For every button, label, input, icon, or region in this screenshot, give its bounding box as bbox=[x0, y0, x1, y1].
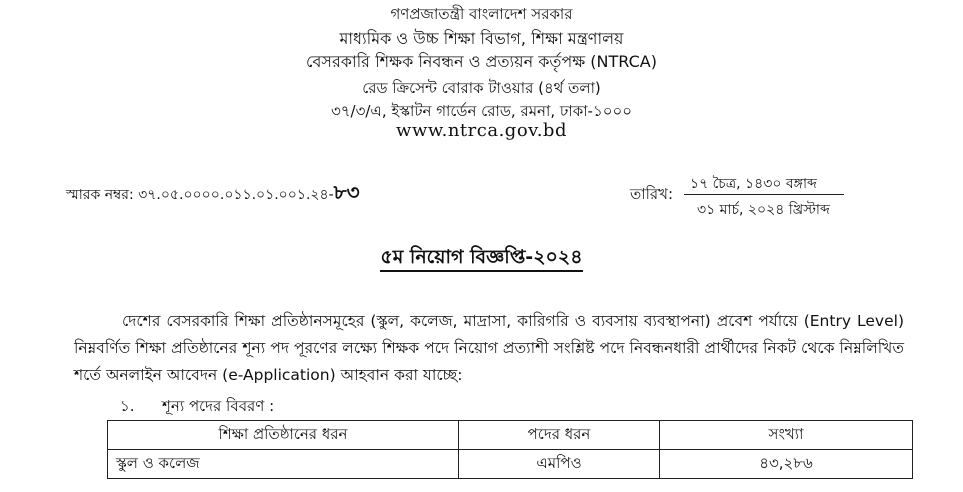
table-header-post-type: পদের ধরন bbox=[459, 421, 660, 450]
date-divider bbox=[684, 194, 844, 195]
header-address: ৩৭/৩/এ, ইস্কাটন গার্ডেন রোড, রমনা, ঢাকা-১০০০ bbox=[331, 102, 632, 120]
header-authority: বেসরকারি শিক্ষক নিবন্ধন ও প্রত্যয়ন কর্তৃপক্ষ (NTRCA) bbox=[306, 52, 657, 71]
table-cell-count: ৪৩,২৮৬ bbox=[660, 450, 913, 479]
date-label: তারিখ: bbox=[630, 185, 674, 203]
table-header-count: সংখ্যা bbox=[660, 421, 913, 450]
paragraph-text: দেশের বেসরকারি শিক্ষা প্রতিষ্ঠানসমূহের (স্কুল, কলেজ, মাদ্রাসা, কারিগরি ও ব্যবসায় ব্যবস্থাপনা) প্রবেশ পর্যায়ে (Entry Level) নিম্নবর্ণিত শিক্ষা প্রতিষ্ঠানের শূন্য পদ পূরণের লক্ষ্যে শিক্ষক পদে নিয়োগ প্রত্যাশী সংশ্লিষ্ট পদে নিবন্ধনধারী প্রার্থীদের নিকট থেকে নিম্নলিখিত শর্তে অনলাইন আবেদন (e-Application) আহবান করা যাচ্ছে: bbox=[74, 312, 904, 384]
table-cell-post-type: এমপিও bbox=[459, 450, 660, 479]
notice-title-text: ৫ম নিয়োগ বিজ্ঞপ্তি-২০২৪ bbox=[380, 246, 582, 272]
table-cell-institution-type: স্কুল ও কলেজ bbox=[108, 450, 459, 479]
notice-title bbox=[0, 243, 963, 275]
header-government: গণপ্রজাতন্ত্রী বাংলাদেশ সরকার bbox=[390, 5, 573, 23]
table-header-institution-type: শিক্ষা প্রতিষ্ঠানের ধরন bbox=[108, 421, 459, 450]
notice-paragraph bbox=[74, 308, 904, 389]
table-row bbox=[108, 450, 913, 479]
memo-number bbox=[66, 178, 360, 211]
item-label: শূন্য পদের বিবরণ : bbox=[162, 397, 275, 415]
item-number: ১. bbox=[120, 397, 135, 415]
memo-handwritten-number: ৮৩ bbox=[333, 180, 360, 204]
vacancy-table bbox=[107, 420, 913, 479]
header-building: রেড ক্রিসেন্ট বোরাক টাওয়ার (৪র্থ তলা) bbox=[362, 79, 601, 97]
header-website[interactable]: www.ntrca.gov.bd bbox=[396, 120, 567, 141]
memo-prefix: স্মারক নম্বর: ৩৭.০৫.০০০০.০১১.০১.০০১.২৪- bbox=[66, 187, 334, 203]
header-ministry: মাধ্যমিক ও উচ্চ শিক্ষা বিভাগ, শিক্ষা মন্ত্রণালয় bbox=[339, 29, 624, 48]
date-bangla: ১৭ চৈত্র, ১৪৩০ বঙ্গাব্দ bbox=[690, 176, 817, 192]
table-header-row bbox=[108, 421, 913, 450]
date-gregorian: ৩১ মার্চ, ২০২৪ খ্রিস্টাব্দ bbox=[697, 202, 830, 218]
